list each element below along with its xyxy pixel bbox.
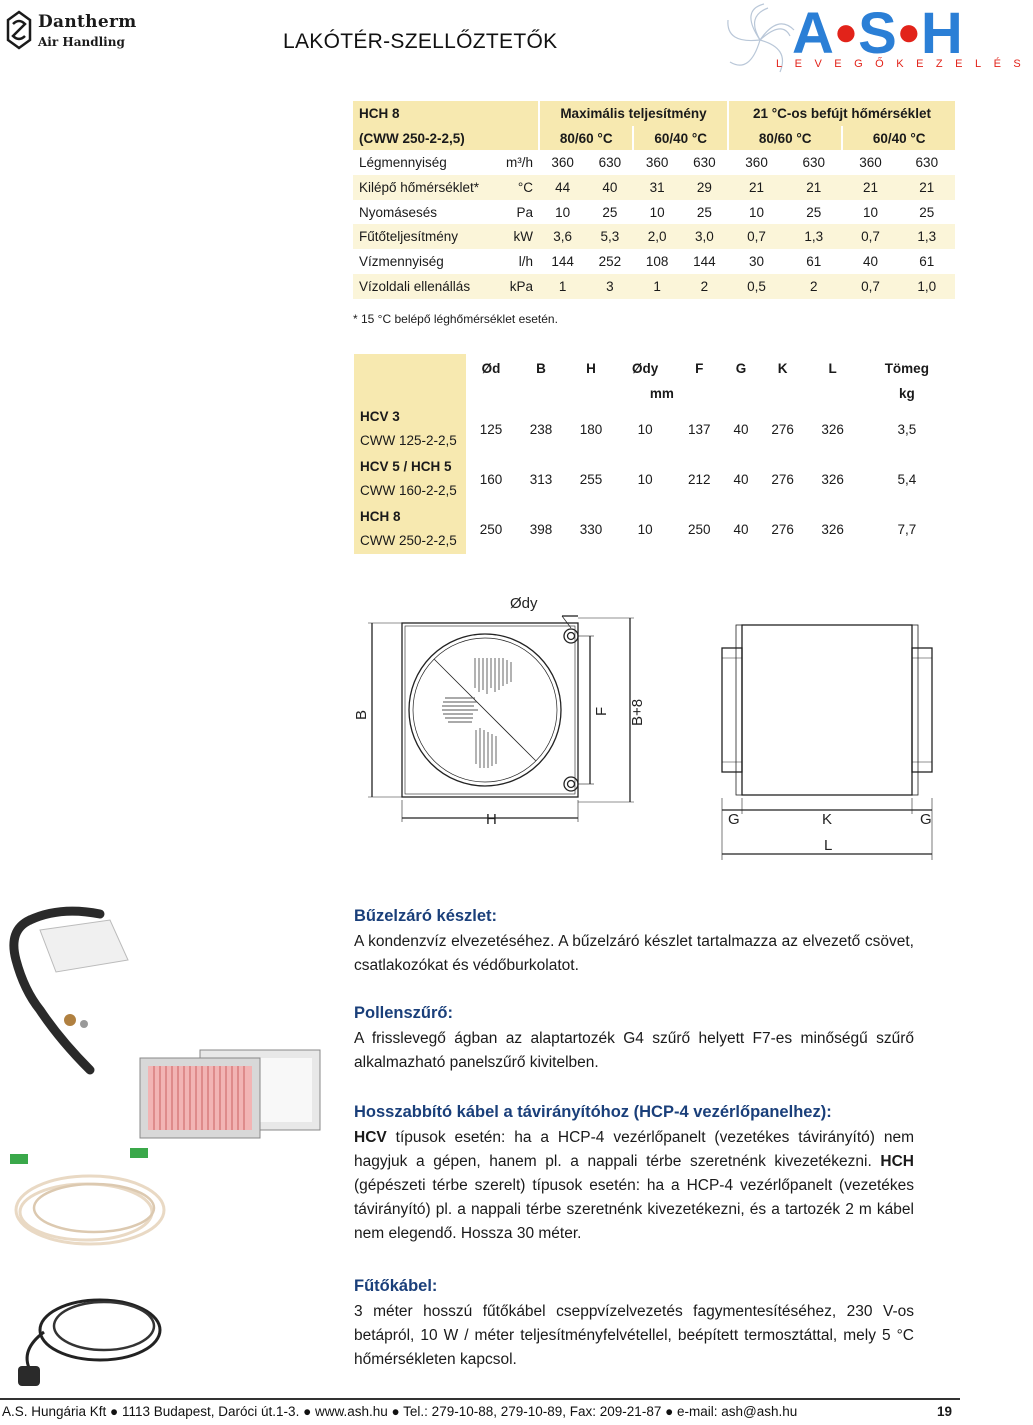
perf-cell: 360 [859,155,882,171]
perf-cell: 25 [602,204,618,220]
dims-cell: 3,5 [897,421,917,437]
dims-model: HCV 3 [360,409,400,424]
perf-row [353,224,955,249]
dims-cell: 398 [529,521,553,537]
label-b8: B+8 [629,698,646,726]
cable-section [354,1100,914,1246]
dims-cell: 276 [771,521,794,537]
dims-header: H [586,360,596,376]
perf-cell: 25 [696,204,712,220]
cable-text-1: típusok esetén: ha a HCP-4 vezérlőpanelt (vezetékes távirányító) nem hagyjuk a gépen, hanem pl. a nappali térbe szeretnénk kivezetékezni. [354,1129,914,1170]
filter-text: A frisslevegő ágban az alaptartozék G4 szűrő helyett F7-es minőségű szűrő alkalmazható panelszűrő kivitelben. [354,1030,914,1071]
perf-cell: 1,3 [899,224,955,249]
side-housing [742,625,912,795]
label-b: B [353,709,370,720]
perf-cell: 108 [645,253,669,269]
perf-sub-header: 80/60 °C [539,126,633,151]
dims-cell: 40 [733,471,749,487]
perf-cell: 44 [539,175,586,200]
dims-row [354,404,956,454]
performance-table [353,101,955,299]
condensate-trap-photo [0,900,140,1080]
dims-cell: 276 [771,421,794,437]
perf-cell: 5,3 [586,224,633,249]
dims-unit-mm: mm [649,385,674,401]
perf-cell: 10 [749,204,765,220]
ash-logo [720,0,1033,80]
dims-row [354,454,956,504]
dantherm-swirl-icon [4,10,34,50]
dims-header: Ødy [632,360,659,376]
perf-cell: 30 [749,253,765,269]
perf-cell: 61 [806,253,822,269]
perf-row-label: Vízoldali ellenállás [353,274,501,299]
dims-header: F [695,360,704,376]
perf-row [353,249,955,274]
dims-cell: 125 [479,421,503,437]
ash-letters: A●S●H [792,1,961,66]
footer-divider [0,1398,960,1400]
dims-model: HCV 5 / HCH 5 [360,459,452,474]
perf-sub-header: 60/40 °C [633,126,727,151]
trap-section [354,904,914,978]
perf-header-row-2 [353,126,955,151]
perf-cell: 0,7 [842,274,898,299]
perf-cell: 1 [633,274,680,299]
page-title: LAKÓTÉR-SZELLŐZTETŐK [283,30,558,53]
perf-cell: 144 [551,253,574,269]
perf-cell: 360 [645,155,669,171]
extension-cable-photo [0,1140,170,1265]
dims-row-label [354,404,466,454]
perf-model-line1: HCH 8 [353,101,539,126]
perf-cell: 0,7 [728,224,785,249]
perf-cell: 630 [693,155,716,171]
perf-cell: 61 [919,253,935,269]
perf-cell: 21 [842,175,898,200]
perf-row-unit: °C [501,175,539,200]
perf-cell: 40 [586,175,633,200]
dims-cell: 330 [579,521,603,537]
perf-cell: 3 [586,274,633,299]
perf-row [353,274,955,299]
perf-row-unit: m³/h [506,155,533,171]
perf-footnote: * 15 °C belépő léghőmérséklet esetén. [353,312,558,326]
outlet-connector [564,777,578,791]
perf-cell: 2 [785,274,842,299]
perf-cell: 360 [745,155,768,171]
perf-cell: 40 [863,253,879,269]
dims-cell: 326 [821,521,844,537]
dims-cell: 10 [637,471,653,487]
perf-cell: 252 [598,253,622,269]
filter-section [354,1001,914,1075]
dims-cell: 326 [821,421,844,437]
dims-cell: 10 [637,521,653,537]
dims-header: K [777,360,788,376]
dims-model: HCH 8 [360,509,401,524]
perf-cell: 29 [681,175,728,200]
heater-section [354,1274,914,1372]
dims-header: L [828,360,837,376]
perf-header-row-1 [353,101,955,126]
perf-cell: 1,0 [899,274,955,299]
dims-header: Ød [481,360,501,376]
dims-cell: 5,4 [897,471,917,487]
perf-sub-header: 60/40 °C [842,126,955,151]
dims-cell: 250 [688,521,711,537]
perf-model-line2: (CWW 250-2-2,5) [353,126,539,151]
perf-cell: 2 [681,274,728,299]
perf-cell: 10 [555,204,571,220]
perf-cell: 0,7 [842,224,898,249]
perf-cell: 31 [633,175,680,200]
cable-text [354,1126,914,1246]
page-number: 19 [937,1404,953,1419]
heater-title: Fűtőkábel: [354,1277,438,1295]
side-collar-left [722,648,742,772]
dims-row-label [354,454,466,504]
perf-row-unit: kW [501,224,539,249]
perf-group-max: Maximális teljesítmény [539,101,728,126]
perf-row-label: Nyomásesés [359,204,438,220]
perf-cell: 630 [598,155,622,171]
dims-header: Tömeg [884,360,929,376]
perf-cell: 630 [915,155,939,171]
dims-cell: 137 [688,421,711,437]
perf-cell: 10 [649,204,665,220]
dims-cell: 7,7 [897,521,917,537]
dims-header-row [354,354,956,382]
dims-unit-kg: kg [898,385,915,401]
dims-cell: 313 [529,471,553,487]
heating-cable-photo [0,1270,170,1395]
dims-cell: 160 [479,471,503,487]
filter-title: Pollenszűrő: [354,1004,454,1022]
ash-tagline: LEVEGŐKEZELÉS [776,58,1033,70]
perf-cell: 1,3 [785,224,842,249]
trap-title: Bűzelzáró készlet: [354,907,498,925]
cable-title: Hosszabbító kábel a távirányítóhoz (HCP-4 vezérlőpanelhez): [354,1103,832,1121]
cable-hcv: HCV [354,1129,387,1146]
dims-cell: 276 [771,471,794,487]
technical-drawing [330,588,960,870]
dims-cell: 326 [821,471,844,487]
perf-cell: 25 [806,204,822,220]
perf-row-label: Légmennyiség [359,155,447,171]
label-f: F [593,706,610,716]
dims-cell: 180 [579,421,603,437]
dimensions-table [354,354,956,554]
perf-row [353,200,955,225]
brand-name: Dantherm [38,12,137,32]
inlet-connector [564,629,578,643]
perf-cell: 25 [919,204,935,220]
dims-cell: 255 [579,471,603,487]
perf-cell: 3,6 [539,224,586,249]
perf-cell: 1 [539,274,586,299]
perf-row [353,175,955,200]
label-ody: Ødy [510,595,538,612]
dims-code: CWW 125-2-2,5 [360,433,457,448]
perf-row-label: Kilépő hőmérséklet* [353,175,501,200]
dims-row-label [354,504,466,554]
side-collar-right [912,648,932,772]
dims-code: CWW 160-2-2,5 [360,483,457,498]
dims-cell: 250 [479,521,503,537]
perf-cell: 21 [728,175,785,200]
perf-cell: 10 [863,204,879,220]
perf-row-unit: Pa [516,204,533,220]
trap-text: A kondenzvíz elvezetéséhez. A bűzelzáró készlet tartalmazza az elvezető csövet, csatlakozókat és védőburkolatot. [354,933,914,974]
coil-fins [442,658,511,768]
perf-cell: 21 [899,175,955,200]
dims-cell: 40 [733,521,749,537]
cable-hch: HCH [880,1153,914,1170]
footer-contact: A.S. Hungária Kft ● 1113 Budapest, Daróci út.1-3. ● www.ash.hu ● Tel.: 279-10-88, 279-10-89, Fax: 209-21-87 ● e-mail: ash@ash.hu [2,1404,798,1419]
perf-cell: 21 [785,175,842,200]
dantherm-logo [4,6,194,54]
perf-sub-header: 80/60 °C [728,126,842,151]
dims-row [354,504,956,554]
cable-text-2: (gépészeti térbe szerelt) típusok esetén: ha a HCP-4 vezérlőpanelt (vezetékes távirányító) pl. a nappali térbe szeretnénk kivezetékezni, és a tartozék 2 m kábel nem elegendő. Hossza 30 méter. [354,1177,914,1242]
perf-group-21c: 21 °C-os befújt hőmérséklet [728,101,955,126]
dims-corner [354,354,466,404]
front-housing [402,623,578,797]
perf-cell: 360 [551,155,574,171]
dims-cell: 238 [529,421,553,437]
perf-row-label: Vízmennyiség [359,253,444,269]
pollen-filter-photo [130,1040,330,1140]
perf-cell: 0,5 [728,274,785,299]
dims-cell: 212 [688,471,711,487]
label-g-right: G [920,811,932,828]
label-l: L [824,837,833,854]
label-k: K [822,811,833,828]
dims-header: G [735,360,747,376]
dims-cell: 10 [637,421,653,437]
label-g-left: G [728,811,740,828]
perf-cell: 2,0 [633,224,680,249]
perf-row-label: Fűtőteljesítmény [353,224,501,249]
dims-code: CWW 250-2-2,5 [360,533,457,548]
brand-subtitle: Air Handling [38,35,125,49]
perf-row-unit: l/h [518,253,533,269]
page-header [0,0,1033,80]
perf-cell: 3,0 [681,224,728,249]
perf-cell: 144 [693,253,716,269]
heater-text: 3 méter hosszú fűtőkábel cseppvízelvezetés fagymentesítéséhez, 230 V-os betápról, 10 W / méter teljesítményfelvétellel, beépített termosztáttal, mely 5 °C hőmérsékleten kapcsol. [354,1303,914,1368]
perf-row [353,150,955,175]
perf-cell: 630 [802,155,826,171]
perf-row-unit: kPa [501,274,539,299]
label-h: H [486,811,497,828]
dims-cell: 40 [733,421,749,437]
dims-header: B [536,360,546,376]
